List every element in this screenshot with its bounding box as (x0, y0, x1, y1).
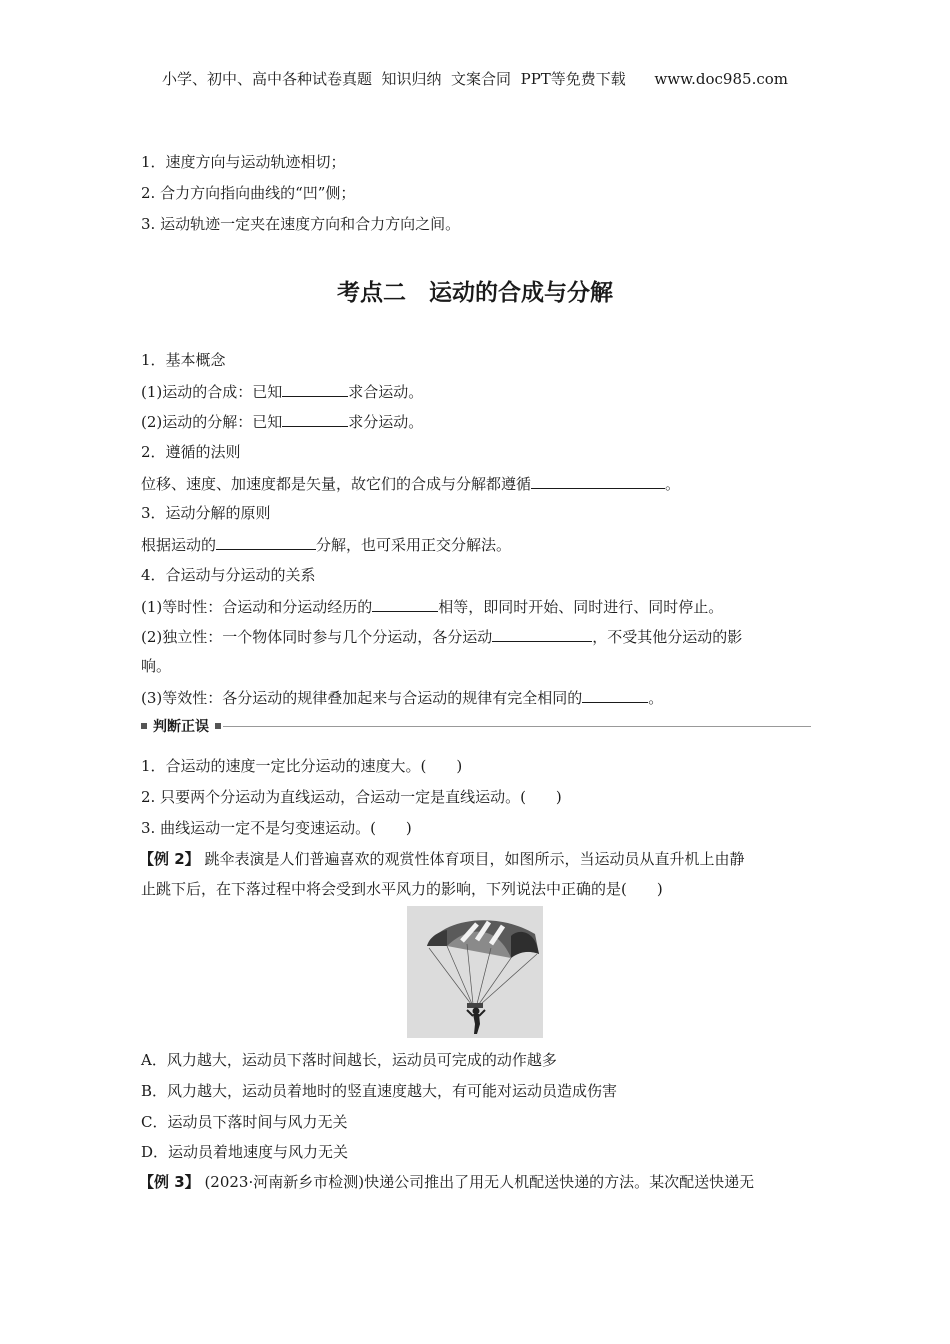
concept-line-1: (1)运动的合成：已知 求合运动。 (141, 383, 424, 401)
option-c: C．运动员下落时间与风力无关 (141, 1113, 348, 1131)
option-b: B．风力越大，运动员着地时的竖直速度越大，有可能对运动员造成伤害 (141, 1082, 618, 1100)
parachute-figure (407, 906, 543, 1038)
example-2-tag: 【例 2】 (139, 850, 200, 868)
judge-section-header (141, 716, 811, 736)
example-3-tag: 【例 3】 (139, 1173, 200, 1191)
judge-label: 判断正误 (153, 719, 209, 735)
intro-item-3: 3. 运动轨迹一定夹在速度方向和合力方向之间。 (141, 215, 461, 233)
concept-line-6-cont: 响。 (141, 657, 172, 675)
concept-line-4: 根据运动的 分解，也可采用正交分解法。 (141, 536, 512, 554)
option-a: A．风力越大，运动员下落时间越长，运动员可完成的动作越多 (141, 1051, 557, 1069)
concept-heading-2: 2．遵循的法则 (141, 443, 241, 461)
concept-line-6: (2)独立性：一个物体同时参与几个分运动，各分运动 ，不受其他分运动的影 (141, 628, 743, 646)
judge-item-1: 1．合运动的速度一定比分运动的速度大。( ) (141, 757, 463, 775)
concept-heading-4: 4．合运动与分运动的关系 (141, 566, 316, 584)
concept-line-7: (3)等效性：各分运动的规律叠加起来与合运动的规律有完全相同的 。 (141, 689, 664, 707)
example-2-line-2: 止跳下后，在下落过程中将会受到水平风力的影响，下列说法中正确的是( ) (141, 880, 663, 898)
concept-heading-1: 1．基本概念 (141, 351, 226, 369)
divider (223, 726, 811, 727)
example-3-line-1: 【例 3】 (2023·河南新乡市检测)快递公司推出了用无人机配送快递的方法。某次配送快递无 (139, 1173, 755, 1191)
intro-item-2: 2. 合力方向指向曲线的“凹”侧； (141, 184, 356, 202)
fill-blank (282, 381, 348, 397)
square-bullet-icon (141, 723, 147, 729)
page-header: 小学、初中、高中各种试卷真题 知识归纳 文案合同 PPT等免费下载 www.doc985.com (161, 70, 788, 88)
intro-item-1: 1．速度方向与运动轨迹相切； (141, 153, 346, 171)
judge-item-2: 2. 只要两个分运动为直线运动，合运动一定是直线运动。( ) (141, 788, 562, 806)
fill-blank (282, 411, 348, 427)
judge-item-3: 3. 曲线运动一定不是匀变速运动。( ) (141, 819, 412, 837)
concept-line-3: 位移、速度、加速度都是矢量，故它们的合成与分解都遵循 。 (141, 475, 681, 493)
concept-line-5: (1)等时性：合运动和分运动经历的 相等，即同时开始、同时进行、同时停止。 (141, 598, 724, 616)
example-2-line-1: 【例 2】 跳伞表演是人们普遍喜欢的观赏性体育项目，如图所示，当运动员从直升机上由静 (139, 850, 745, 868)
fill-blank (492, 626, 592, 642)
concept-heading-3: 3．运动分解的原则 (141, 504, 271, 522)
parachute-icon (407, 906, 543, 1038)
concept-line-2: (2)运动的分解：已知 求分运动。 (141, 413, 424, 431)
option-d: D．运动员着地速度与风力无关 (141, 1143, 349, 1161)
fill-blank (372, 596, 438, 612)
fill-blank (531, 473, 665, 489)
section-title: 考点二 运动的合成与分解 (337, 280, 613, 306)
fill-blank (216, 534, 316, 550)
square-bullet-icon (215, 723, 221, 729)
fill-blank (582, 687, 648, 703)
